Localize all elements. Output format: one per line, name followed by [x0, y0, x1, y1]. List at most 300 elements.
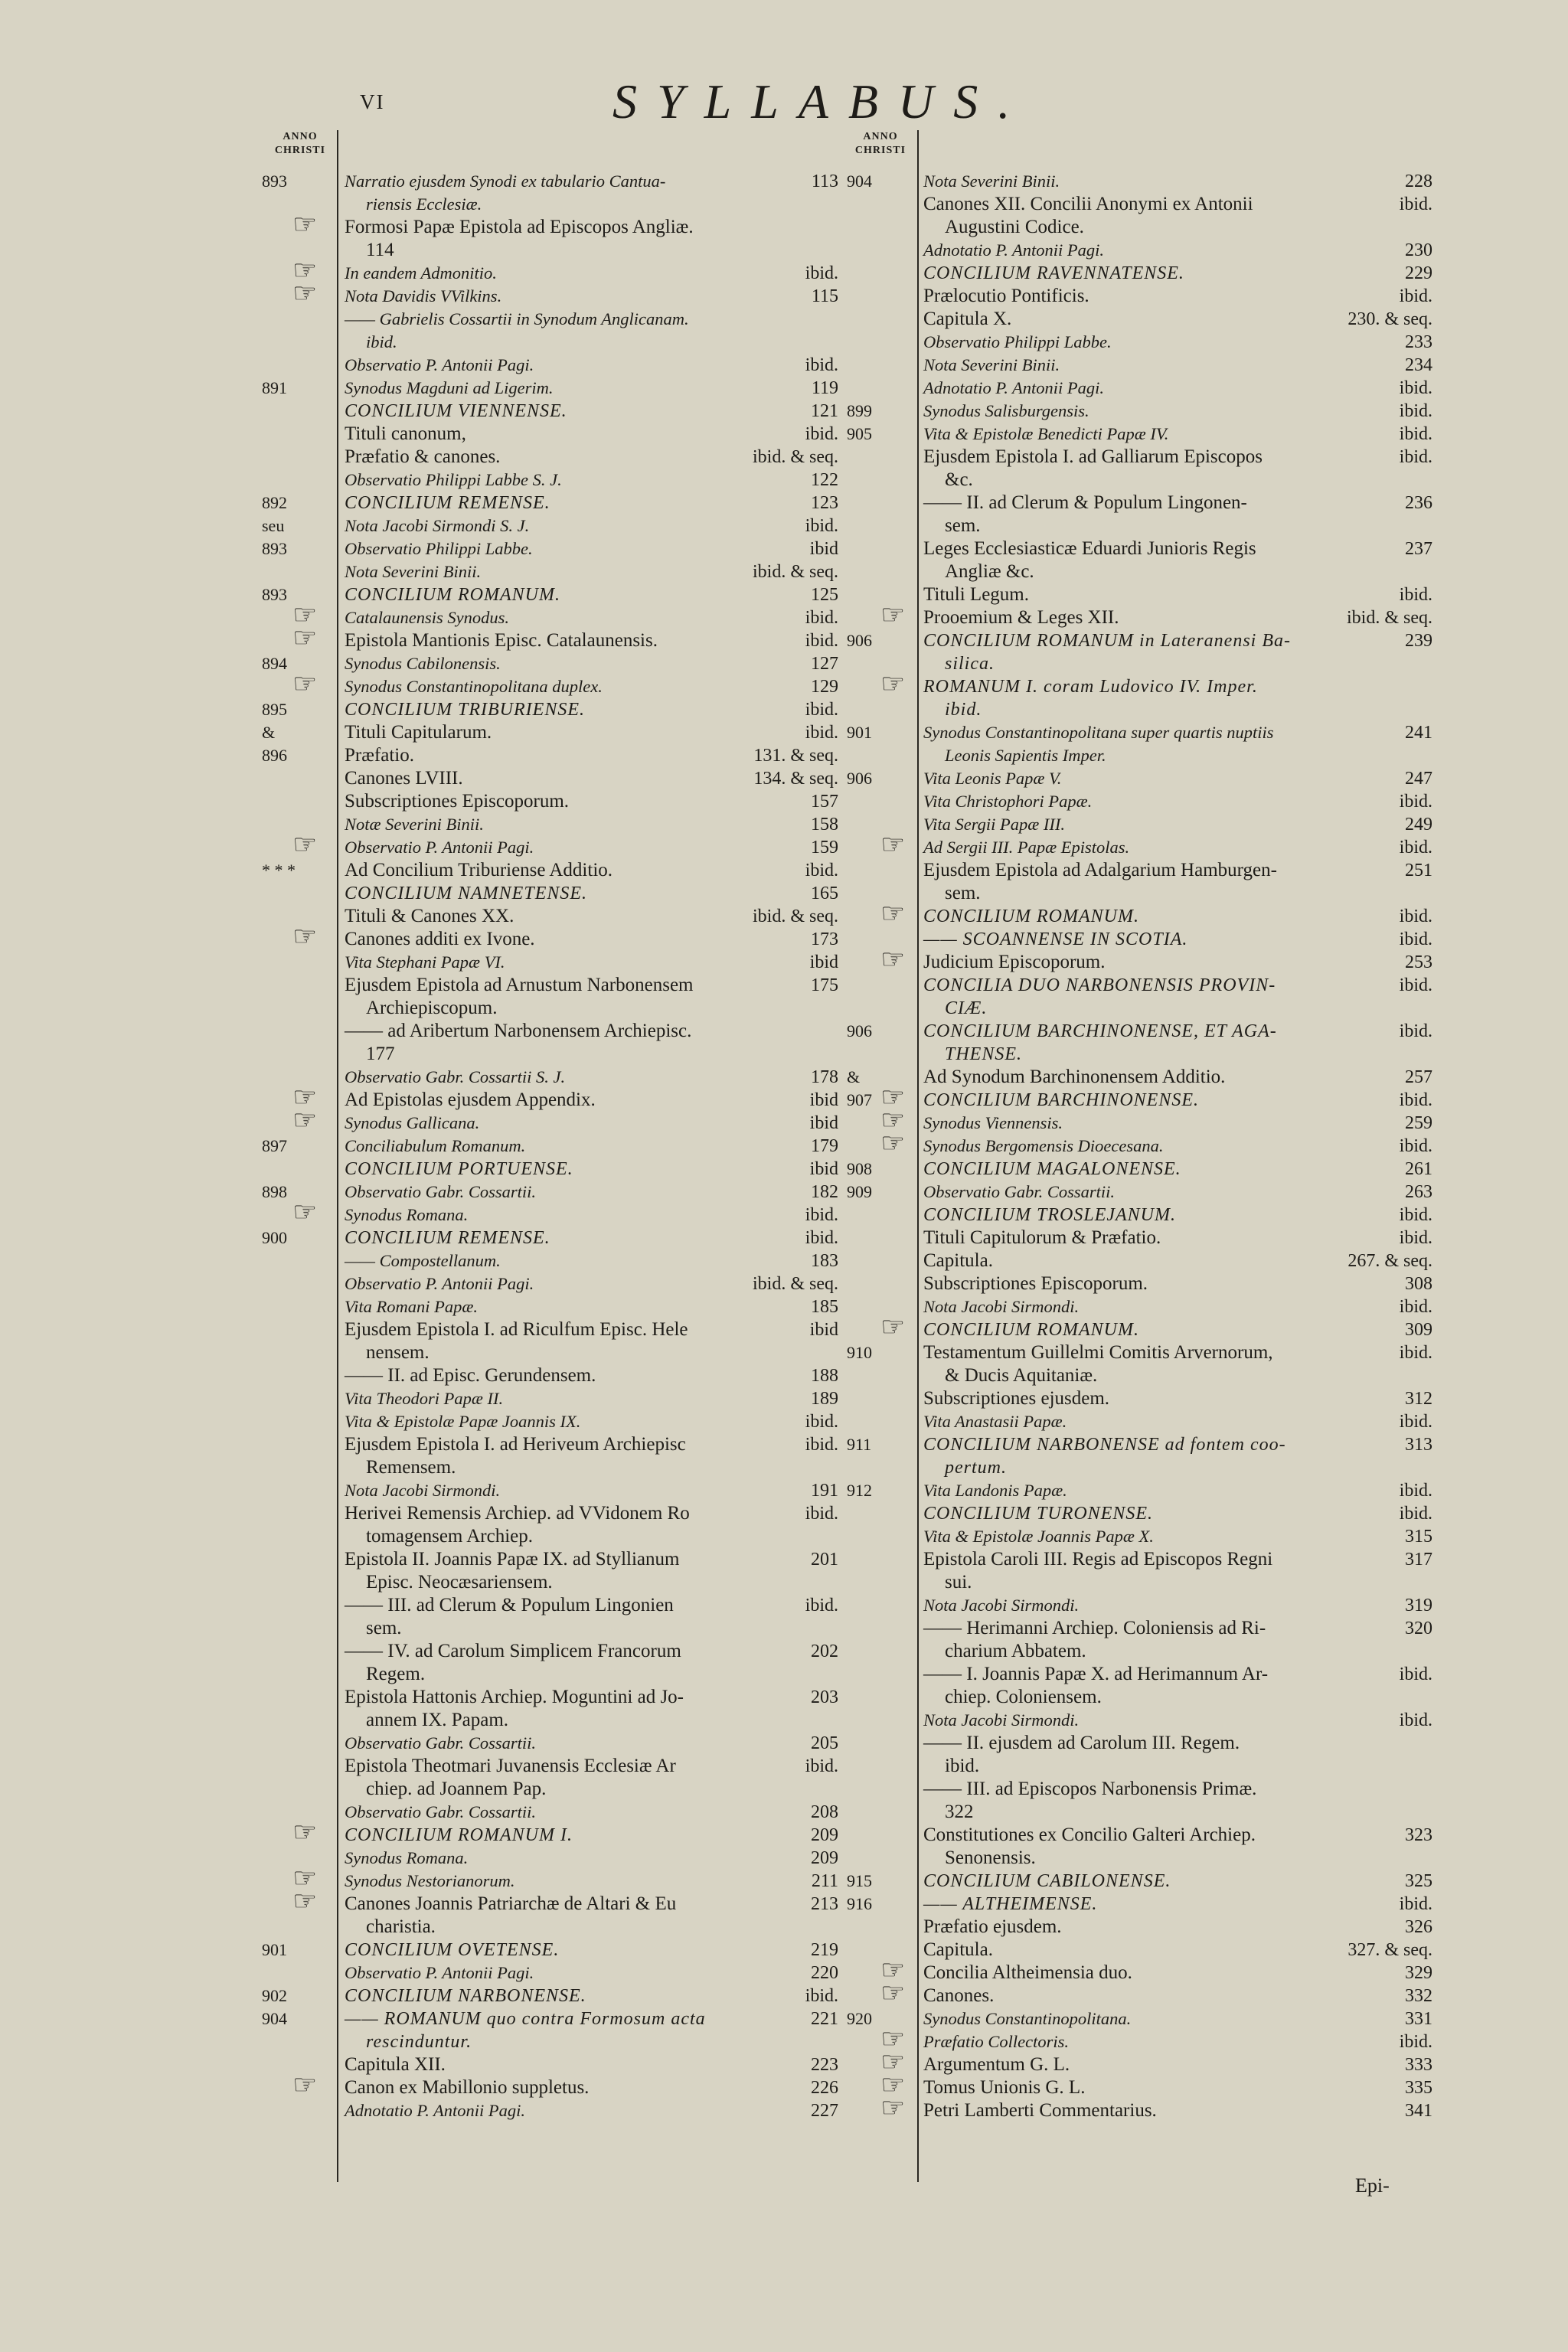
syllabus-entry — [880, 1105, 1432, 1135]
syllabus-entry — [923, 331, 1432, 354]
page-reference: 179 — [811, 1136, 838, 1156]
page-reference: 115 — [811, 286, 838, 306]
page-reference: 191 — [811, 1481, 838, 1501]
anno-christi-year: 906 — [847, 769, 872, 788]
entry-text: CONCILIUM TURONENSE. — [923, 1504, 1154, 1524]
page-reference: ibid. — [805, 631, 838, 651]
entry-text: Vita Landonis Papæ. — [923, 1481, 1067, 1500]
page-reference: 121 — [811, 401, 838, 421]
entry-text: Vita Romani Papæ. — [345, 1297, 478, 1316]
syllabus-entry — [262, 537, 838, 560]
entry-text: —— III. ad Clerum & Populum Lingonien — [345, 1595, 674, 1615]
entry-text: Observatio Gabr. Cossartii. — [923, 1182, 1116, 1201]
page-reference: ibid — [809, 1113, 838, 1133]
syllabus-entry — [923, 1250, 1432, 1272]
syllabus-entry — [847, 1082, 1432, 1112]
syllabus-entry — [923, 537, 1432, 583]
syllabus-entry — [847, 1479, 1432, 1502]
syllabus-entry — [923, 1410, 1432, 1433]
page-reference: ibid. — [1399, 1664, 1432, 1684]
syllabus-entry — [847, 1066, 1432, 1089]
page-reference: 257 — [1405, 1067, 1432, 1087]
entry-text: CONCILIUM CABILONENSE. — [923, 1871, 1171, 1891]
page-reference: ibid. — [1399, 1136, 1432, 1156]
pointing-hand-icon: ☞ — [880, 1082, 906, 1112]
entry-text: CONCILIUM NARBONENSE. — [345, 1986, 586, 2006]
entry-text: Præfatio Collectoris. — [923, 2032, 1070, 2051]
anno-christi-year: 891 — [262, 378, 287, 397]
syllabus-entry — [345, 1387, 838, 1410]
page-reference: 178 — [811, 1067, 838, 1087]
entry-text: Epistola Mantionis Episc. Catalaunensis. — [345, 630, 658, 651]
syllabus-entry — [262, 1181, 838, 1204]
entry-text: sem. — [945, 515, 981, 536]
page-reference: 173 — [811, 929, 838, 949]
anno-christi-year: 899 — [847, 401, 872, 420]
page-reference: 327. & seq. — [1348, 1940, 1432, 1960]
page-reference: ibid. — [805, 1412, 838, 1432]
entry-text: chiep. ad Joannem Pap. — [366, 1779, 547, 1799]
syllabus-entry — [923, 928, 1432, 951]
entry-text: CONCILIUM ROMANUM. — [923, 906, 1139, 926]
anno-christi-year: 905 — [847, 424, 872, 443]
syllabus-entry — [345, 1066, 838, 1089]
page-reference: ibid. — [1399, 1710, 1432, 1730]
page-reference: ibid. — [805, 1986, 838, 2006]
syllabus-entry — [292, 1863, 838, 1893]
entry-text: CIÆ. — [945, 998, 988, 1018]
entry-text: Argumentum G. L. — [923, 2054, 1070, 2075]
entry-text: —— II. ejusdem ad Carolum III. Regem. — [923, 1733, 1240, 1753]
entry-text: Synodus Constantinopolitana. — [923, 2009, 1132, 2028]
page-reference: 183 — [811, 1251, 838, 1271]
anno-christi-year: seu — [262, 516, 285, 535]
anno-christi-year: 893 — [262, 172, 287, 191]
entry-text: pertum. — [945, 1458, 1007, 1478]
page-reference: 131. & seq. — [753, 746, 838, 766]
page-reference: 332 — [1405, 1986, 1432, 2006]
page-reference: ibid. — [1399, 1412, 1432, 1432]
page-reference: 247 — [1405, 769, 1432, 789]
entry-text: Constitutiones ex Concilio Galteri Archiep. — [923, 1824, 1256, 1845]
pointing-hand-icon: ☞ — [292, 278, 318, 309]
syllabus-entry — [923, 1548, 1432, 1594]
syllabus-entry — [345, 951, 838, 974]
syllabus-entry — [847, 629, 1432, 675]
syllabus-entry — [292, 1105, 838, 1135]
syllabus-entry — [292, 2069, 838, 2100]
entry-text: Adnotatio P. Antonii Pagi. — [923, 378, 1105, 397]
anno-christi-year: 920 — [847, 2009, 872, 2028]
syllabus-entry — [345, 1433, 838, 1479]
syllabus-entry — [345, 1020, 838, 1066]
page-reference: ibid. — [1399, 1504, 1432, 1524]
page-reference: 119 — [811, 378, 838, 398]
page-reference: 249 — [1405, 815, 1432, 835]
entry-text: Tituli Capitulorum & Præfatio. — [923, 1227, 1161, 1248]
entry-text: Leonis Sapientis Imper. — [945, 746, 1106, 765]
entry-text: Synodus Viennensis. — [923, 1113, 1063, 1132]
anno-christi-year: 906 — [847, 1021, 872, 1040]
entry-text: sui. — [945, 1572, 972, 1592]
entry-text: CONCILIUM MAGALONENSE. — [923, 1159, 1181, 1179]
page-reference: ibid. — [1399, 1894, 1432, 1914]
pointing-hand-icon: ☞ — [880, 1955, 906, 1985]
page-reference: ibid. — [1399, 1228, 1432, 1248]
page-reference: ibid. — [1399, 975, 1432, 995]
entry-text: —— I. Joannis Papæ X. ad Herimannum Ar- — [923, 1664, 1269, 1684]
entry-text: —— SCOANNENSE IN SCOTIA. — [923, 929, 1188, 949]
page-reference: 219 — [811, 1940, 838, 1960]
syllabus-entry — [923, 1778, 1432, 1824]
syllabus-entry — [292, 278, 838, 309]
syllabus-entry — [345, 308, 838, 354]
syllabus-entry — [847, 767, 1432, 790]
page-reference: ibid — [809, 539, 838, 559]
entry-text: Conciliabulum Romanum. — [345, 1136, 526, 1155]
syllabus-entry — [262, 1939, 838, 1962]
page-reference: 229 — [1405, 263, 1432, 283]
syllabus-entry — [847, 1020, 1432, 1066]
entry-text: —— II. ad Episc. Gerundensem. — [345, 1365, 596, 1386]
entry-text: Catalaunensis Synodus. — [345, 608, 510, 627]
entry-text: chiep. Coloniensem. — [945, 1687, 1102, 1707]
anno-christi-year: 901 — [847, 723, 872, 742]
left-column — [262, 170, 838, 2122]
page-reference: 241 — [1405, 723, 1432, 743]
entry-text: Vita Christophori Papæ. — [923, 792, 1093, 811]
entry-text: Nota Davidis VVilkins. — [345, 286, 502, 305]
syllabus-entry — [923, 308, 1432, 331]
syllabus-entry — [847, 170, 1432, 193]
entry-text: Testamentum Guillelmi Comitis Arvernorum, — [923, 1342, 1273, 1363]
entry-text: riensis Ecclesiæ. — [366, 194, 482, 214]
syllabus-entry — [923, 1502, 1432, 1525]
anno-christi-year: 902 — [262, 1986, 287, 2005]
page-reference: 129 — [811, 677, 838, 697]
entry-text: —— II. ad Clerum & Populum Lingonen- — [923, 492, 1247, 513]
syllabus-entry — [292, 1197, 838, 1227]
entry-text: ibid. — [945, 700, 982, 720]
page-reference: ibid. — [805, 424, 838, 444]
entry-text: Narratio ejusdem Synodi ex tabulario Cantua- — [345, 172, 666, 191]
page-reference: 123 — [811, 493, 838, 513]
page-reference: 189 — [811, 1389, 838, 1409]
pointing-hand-icon: ☞ — [880, 2069, 906, 2100]
pointing-hand-icon: ☞ — [880, 829, 906, 860]
pointing-hand-icon: ☞ — [880, 1312, 906, 1342]
anno-christi-year: 906 — [847, 631, 872, 650]
entry-text: CONCILIUM BARCHINONENSE, ET AGA- — [923, 1021, 1277, 1041]
syllabus-entry — [880, 668, 1432, 721]
page-number: VI — [360, 90, 385, 113]
entry-text: Epistola Theotmari Juvanensis Ecclesiæ Ar — [345, 1756, 676, 1776]
syllabus-entry — [345, 423, 838, 446]
entry-text: Formosi Papæ Epistola ad Episcopos Angliæ. — [345, 217, 694, 237]
page-reference: ibid. — [1399, 906, 1432, 926]
entry-text: Synodus Gallicana. — [345, 1113, 480, 1132]
syllabus-entry — [880, 2024, 1432, 2054]
entry-text: Ad Epistolas ejusdem Appendix. — [345, 1089, 596, 1110]
anno-christi-year: 910 — [847, 1343, 872, 1362]
syllabus-entry — [292, 599, 838, 630]
syllabus-entry — [262, 698, 838, 721]
page-reference: 175 — [811, 975, 838, 995]
page-reference: 251 — [1405, 861, 1432, 880]
pointing-hand-icon: ☞ — [292, 1817, 318, 1847]
entry-text: Nota Jacobi Sirmondi. — [923, 1710, 1080, 1730]
entry-text: Nota Severini Binii. — [345, 562, 482, 581]
entry-text: Canones XII. Concilii Anonymi ex Antonii — [923, 194, 1253, 214]
syllabus-entry — [345, 1479, 838, 1502]
syllabus-entry — [292, 1886, 838, 1939]
entry-text: 114 — [366, 240, 394, 260]
entry-text: Vita Anastasii Papæ. — [923, 1412, 1067, 1431]
page-reference: ibid. — [805, 1205, 838, 1225]
pointing-hand-icon: ☞ — [880, 599, 906, 630]
page-reference: 236 — [1405, 493, 1432, 513]
syllabus-entry — [262, 1227, 838, 1250]
page-reference: ibid. — [1399, 1297, 1432, 1317]
syllabus-entry — [345, 813, 838, 836]
syllabus-entry — [880, 599, 1432, 630]
syllabus-entry — [847, 1870, 1432, 1893]
page-reference: 165 — [811, 884, 838, 903]
page-reference: 201 — [811, 1550, 838, 1570]
page-reference: 341 — [1405, 2101, 1432, 2121]
anno-christi-year: & — [847, 1067, 861, 1086]
entry-text: CONCILIUM ROMANUM in Lateranensi Ba- — [923, 631, 1291, 651]
syllabus-entry — [292, 921, 838, 952]
syllabus-entry — [345, 2053, 838, 2076]
entry-text: CONCILIUM PORTUENSE. — [345, 1159, 573, 1179]
syllabus-entry — [923, 859, 1432, 905]
entry-text: sem. — [945, 883, 981, 903]
entry-text: —— III. ad Episcopos Narbonensis Primæ. — [923, 1779, 1257, 1799]
page-reference: ibid — [809, 952, 838, 972]
syllabus-entry — [345, 1801, 838, 1824]
entry-text: Judicium Episcoporum. — [923, 952, 1106, 972]
entry-text: Petri Lamberti Commentarius. — [923, 2100, 1157, 2121]
entry-text: Synodus Constantinopolitana duplex. — [345, 677, 603, 696]
syllabus-entry — [923, 1824, 1432, 1870]
pointing-hand-icon: ☞ — [292, 1863, 318, 1893]
entry-text: Tituli & Canones XX. — [345, 906, 514, 926]
pointing-hand-icon: ☞ — [292, 921, 318, 952]
entry-text: Vita Theodori Papæ II. — [345, 1389, 504, 1408]
page-reference: 223 — [811, 2055, 838, 2075]
entry-text: Synodus Constantinopolitana super quartis nuptiis — [923, 723, 1274, 742]
entry-text: Observatio P. Antonii Pagi. — [345, 838, 534, 857]
page-reference: 317 — [1405, 1550, 1432, 1570]
anno-christi-year: 901 — [262, 1940, 287, 1959]
syllabus-entry — [880, 898, 1432, 929]
page-reference: ibid. — [1399, 286, 1432, 306]
anno-christi-year: 915 — [847, 1871, 872, 1890]
syllabus-entry — [923, 1617, 1432, 1663]
entry-text: CONCILIA DUO NARBONENSIS PROVIN- — [923, 975, 1276, 995]
syllabus-entry — [847, 423, 1432, 446]
pointing-hand-icon: ☞ — [292, 829, 318, 860]
page-reference: ibid. — [1399, 1343, 1432, 1363]
entry-text: CONCILIUM TROSLEJANUM. — [923, 1205, 1177, 1225]
syllabus-entry — [923, 1295, 1432, 1318]
entry-text: & Ducis Aquitaniæ. — [945, 1365, 1098, 1386]
entry-text: Tomus Unionis G. L. — [923, 2077, 1086, 2098]
syllabus-entry — [262, 721, 838, 744]
pointing-hand-icon: ☞ — [292, 209, 318, 240]
page-reference: 233 — [1405, 332, 1432, 352]
syllabus-entry — [345, 1548, 838, 1594]
page-reference: 134. & seq. — [753, 769, 838, 789]
syllabus-entry — [880, 2092, 1432, 2123]
entry-text: Observatio P. Antonii Pagi. — [345, 355, 534, 374]
right-column — [847, 170, 1432, 2123]
syllabus-entry — [345, 1250, 838, 1272]
syllabus-entry — [345, 767, 838, 790]
entry-text: ROMANUM I. coram Ludovico IV. Imper. — [923, 677, 1258, 697]
syllabus-entry — [923, 1387, 1432, 1410]
entry-text: CONCILIUM TRIBURIENSE. — [345, 700, 585, 720]
entry-text: CONCILIUM RAVENNATENSE. — [923, 263, 1184, 283]
anno-christi-year: 904 — [847, 172, 872, 191]
page-reference: ibid. & seq. — [753, 447, 838, 467]
page-reference: 331 — [1405, 2009, 1432, 2029]
page-reference: 208 — [811, 1802, 838, 1822]
column-rule-right — [917, 130, 919, 2182]
entry-text: Ejusdem Epistola I. ad Galliarum Episcopos — [923, 446, 1263, 467]
entry-text: Observatio Gabr. Cossartii. — [345, 1733, 537, 1753]
syllabus-entry — [923, 285, 1432, 308]
entry-text: Synodus Romana. — [345, 1205, 469, 1224]
syllabus-entry — [345, 1755, 838, 1801]
page-reference: 312 — [1405, 1389, 1432, 1409]
anno-christi-year: 893 — [262, 585, 287, 604]
entry-text: charium Abbatem. — [945, 1641, 1086, 1661]
syllabus-entry — [880, 1312, 1432, 1342]
entry-text: Vita Sergii Papæ III. — [923, 815, 1065, 834]
entry-text: Ejusdem Epistola ad Adalgarium Hamburgen- — [923, 860, 1277, 880]
entry-text: Ejusdem Epistola I. ad Riculfum Episc. Hele — [345, 1319, 688, 1340]
entry-text: CONCILIUM NAMNETENSE. — [345, 884, 588, 903]
syllabus-entry — [262, 583, 838, 606]
pointing-hand-icon: ☞ — [880, 2047, 906, 2077]
page-reference: 230 — [1405, 240, 1432, 260]
syllabus-entry — [292, 1082, 838, 1112]
syllabus-entry — [923, 1663, 1432, 1709]
entry-text: Observatio Gabr. Cossartii. — [345, 1802, 537, 1821]
entry-text: nensem. — [366, 1342, 430, 1363]
page-reference: 313 — [1405, 1435, 1432, 1455]
entry-text: Synodus Salisburgensis. — [923, 401, 1089, 420]
entry-text: Præfatio ejusdem. — [923, 1916, 1062, 1937]
syllabus-entry — [345, 446, 838, 469]
syllabus-entry — [345, 1502, 838, 1548]
page-reference: 323 — [1405, 1825, 1432, 1845]
entry-text: Ejusdem Epistola ad Arnustum Narbonensem — [345, 975, 694, 995]
syllabus-entry — [262, 859, 838, 882]
page-reference: 209 — [811, 1825, 838, 1845]
entry-text: Observatio Philippi Labbe. — [923, 332, 1112, 351]
syllabus-entry — [923, 262, 1432, 285]
entry-text: Herivei Remensis Archiep. ad VVidonem Ro — [345, 1503, 690, 1524]
page-reference: ibid. — [805, 1435, 838, 1455]
syllabus-entry — [345, 1295, 838, 1318]
syllabus-entry — [292, 1817, 838, 1847]
syllabus-entry — [923, 1916, 1432, 1939]
entry-text: Observatio Gabr. Cossartii. — [345, 1182, 537, 1201]
syllabus-entry — [923, 1709, 1432, 1732]
entry-text: Tituli Legum. — [923, 584, 1029, 605]
entry-text: Præfatio. — [345, 745, 414, 766]
page-reference: 329 — [1405, 1963, 1432, 1983]
entry-text: Canones LVIII. — [345, 768, 463, 789]
page-reference: ibid. — [1399, 585, 1432, 605]
pointing-hand-icon: ☞ — [292, 668, 318, 699]
entry-text: Archiepiscopum. — [366, 998, 498, 1018]
page-reference: 319 — [1405, 1596, 1432, 1615]
page-reference: ibid. — [1399, 1205, 1432, 1225]
syllabus-entry — [292, 209, 838, 262]
entry-text: ibid. — [366, 332, 397, 351]
entry-text: Ejusdem Epistola I. ad Heriveum Archiepisc — [345, 1434, 686, 1455]
entry-text: Capitula. — [923, 1250, 993, 1271]
anno-christi-year: 898 — [262, 1182, 287, 1201]
syllabus-entry — [345, 1158, 838, 1181]
entry-text: Augustini Codice. — [945, 217, 1084, 237]
entry-text: Nota Jacobi Sirmondi. — [923, 1297, 1080, 1316]
page-reference: 209 — [811, 1848, 838, 1868]
pointing-hand-icon: ☞ — [880, 2024, 906, 2054]
syllabus-entry — [923, 1594, 1432, 1617]
entry-text: Ad Sergii III. Papæ Epistolas. — [923, 838, 1130, 857]
syllabus-entry — [345, 1272, 838, 1295]
syllabus-entry — [292, 668, 838, 699]
page-reference: 203 — [811, 1687, 838, 1707]
anno-christi-year: 916 — [847, 1894, 872, 1913]
page-reference: 259 — [1405, 1113, 1432, 1133]
anno-christi-year: 900 — [262, 1228, 287, 1247]
syllabus-entry — [345, 560, 838, 583]
page-reference: ibid — [809, 1090, 838, 1110]
entry-text: rescinduntur. — [366, 2032, 472, 2052]
anno-christi-label-left: ANNO CHRISTI — [274, 131, 326, 156]
syllabus-entry — [345, 790, 838, 813]
page-reference: ibid. — [1399, 1021, 1432, 1041]
page-reference: 234 — [1405, 355, 1432, 375]
page-reference: 320 — [1405, 1619, 1432, 1638]
page-reference: ibid. — [1399, 378, 1432, 398]
pointing-hand-icon: ☞ — [292, 2069, 318, 2100]
page-reference: 158 — [811, 815, 838, 835]
syllabus-entry — [847, 1181, 1432, 1204]
syllabus-entry — [923, 239, 1432, 262]
entry-text: Capitula XII. — [345, 2054, 446, 2075]
entry-text: Epistola Hattonis Archiep. Moguntini ad Jo- — [345, 1687, 684, 1707]
entry-text: Observatio Philippi Labbe. — [345, 539, 533, 558]
entry-text: CONCILIUM ROMANUM. — [923, 1320, 1139, 1340]
entry-text: CONCILIUM NARBONENSE ad fontem coo- — [923, 1435, 1286, 1455]
entry-text: —— Herimanni Archiep. Coloniensis ad Ri- — [923, 1618, 1266, 1638]
pointing-hand-icon: ☞ — [880, 944, 906, 975]
entry-text: —— Compostellanum. — [345, 1251, 501, 1270]
entry-text: Observatio Philippi Labbe S. J. — [345, 470, 562, 489]
page-reference: 227 — [811, 2101, 838, 2121]
column-rule-left — [337, 130, 338, 2182]
anno-christi-year: 909 — [847, 1182, 872, 1201]
pointing-hand-icon: ☞ — [292, 1105, 318, 1135]
entry-text: Synodus Magduni ad Ligerim. — [345, 378, 554, 397]
